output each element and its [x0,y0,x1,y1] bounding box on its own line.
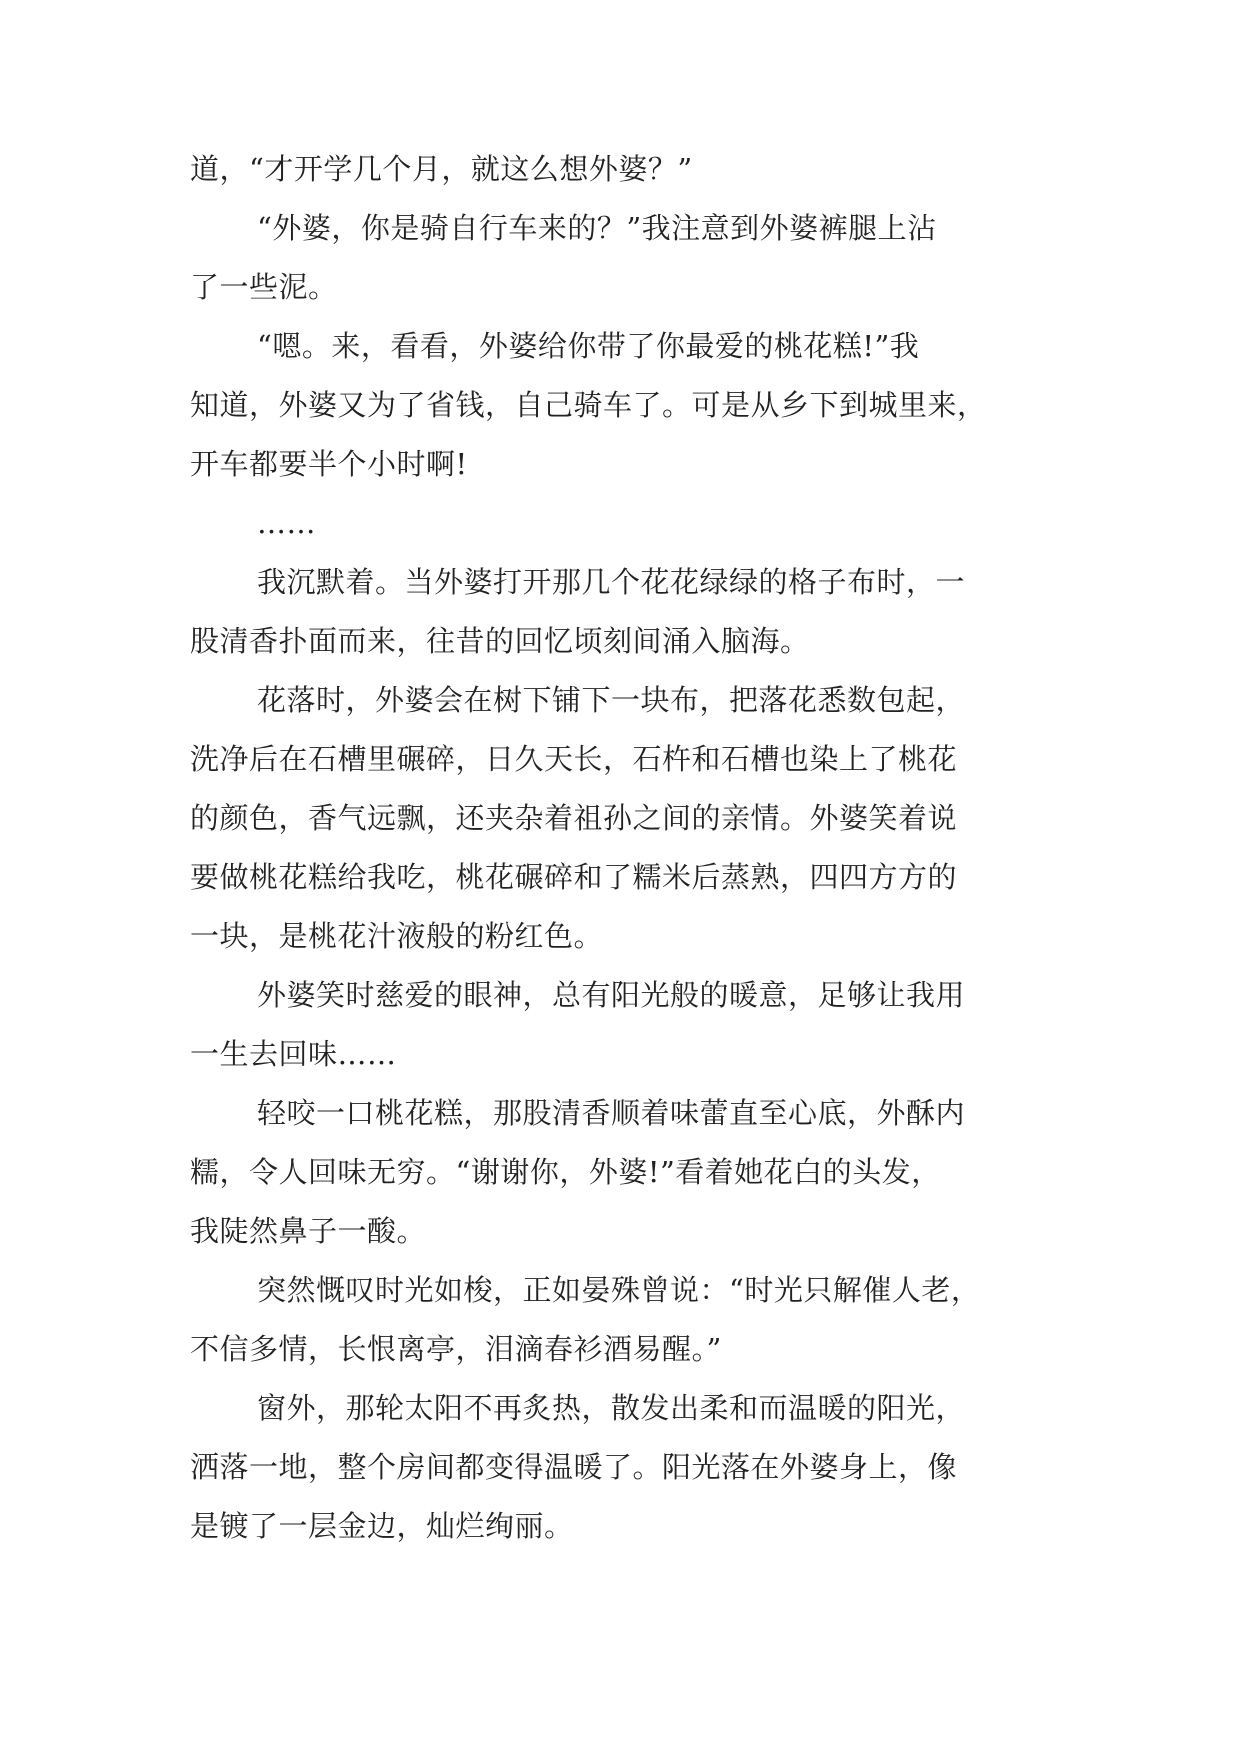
paragraph-2 [190,211,1050,332]
paragraph-10 [190,1391,1050,1571]
paragraph-8 [190,1096,1050,1276]
text-line: 开车都要半个小时啊! [190,447,468,481]
text-line: 糯，令人回味无穷。“谢谢你，外婆!”看着她花白的头发， [190,1155,941,1189]
text-line: 道，“才开学几个月，就这么想外婆？” [190,152,693,186]
text-line: 窗外，那轮太阳不再炙热，散发出柔和而温暖的阳光， [257,1391,966,1425]
text-line: 洒落一地，整个房间都变得温暖了。阳光落在外婆身上，像 [190,1450,958,1484]
paragraph-9 [190,1273,1050,1394]
text-line: 要做桃花糕给我吃，桃花碾碎和了糯米后蒸熟，四四方方的 [190,860,958,894]
text-line: 突然慨叹时光如梭，正如晏殊曾说：“时光只解催人老， [257,1273,981,1307]
text-line: 不信多情，长恨离亭，泪滴春衫酒易醒。” [190,1332,722,1366]
paragraph-5 [190,565,1050,686]
text-line: 轻咬一口桃花糕，那股清香顺着味蕾直至心底，外酥内 [257,1096,966,1130]
text-line: 一生去回味…… [190,1037,397,1071]
text-line: “外婆，你是骑自行车来的？”我注意到外婆裤腿上沾 [257,211,937,245]
text-line: 洗净后在石槽里碾碎，日久天长，石杵和石槽也染上了桃花 [190,742,958,776]
text-line: 一块，是桃花汁液般的粉红色。 [190,919,604,953]
document-page [190,152,1050,1571]
text-line: 花落时，外婆会在树下铺下一块布，把落花悉数包起， [257,683,966,717]
text-line: 股清香扑面而来，往昔的回忆顷刻间涌入脑海。 [190,624,810,658]
text-line: …… [257,506,316,540]
text-line: 外婆笑时慈爱的眼神，总有阳光般的暖意，足够让我用 [257,978,966,1012]
paragraph-4-ellipsis [190,506,1050,568]
paragraph-3 [190,329,1050,509]
text-line: 的颜色，香气远飘，还夹杂着祖孙之间的亲情。外婆笑着说 [190,801,958,835]
text-line: “嗯。来，看看，外婆给你带了你最爱的桃花糕!”我 [257,329,920,363]
text-line: 知道，外婆又为了省钱，自己骑车了。可是从乡下到城里来， [190,388,987,422]
text-line: 是镀了一层金边，灿烂绚丽。 [190,1509,574,1543]
text-line: 了一些泥。 [190,270,338,304]
text-line: 我陡然鼻子一酸。 [190,1214,427,1248]
paragraph-6 [190,683,1050,981]
paragraph-1 [190,152,1050,214]
paragraph-7 [190,978,1050,1099]
text-line: 我沉默着。当外婆打开那几个花花绿绿的格子布时，一 [257,565,966,599]
